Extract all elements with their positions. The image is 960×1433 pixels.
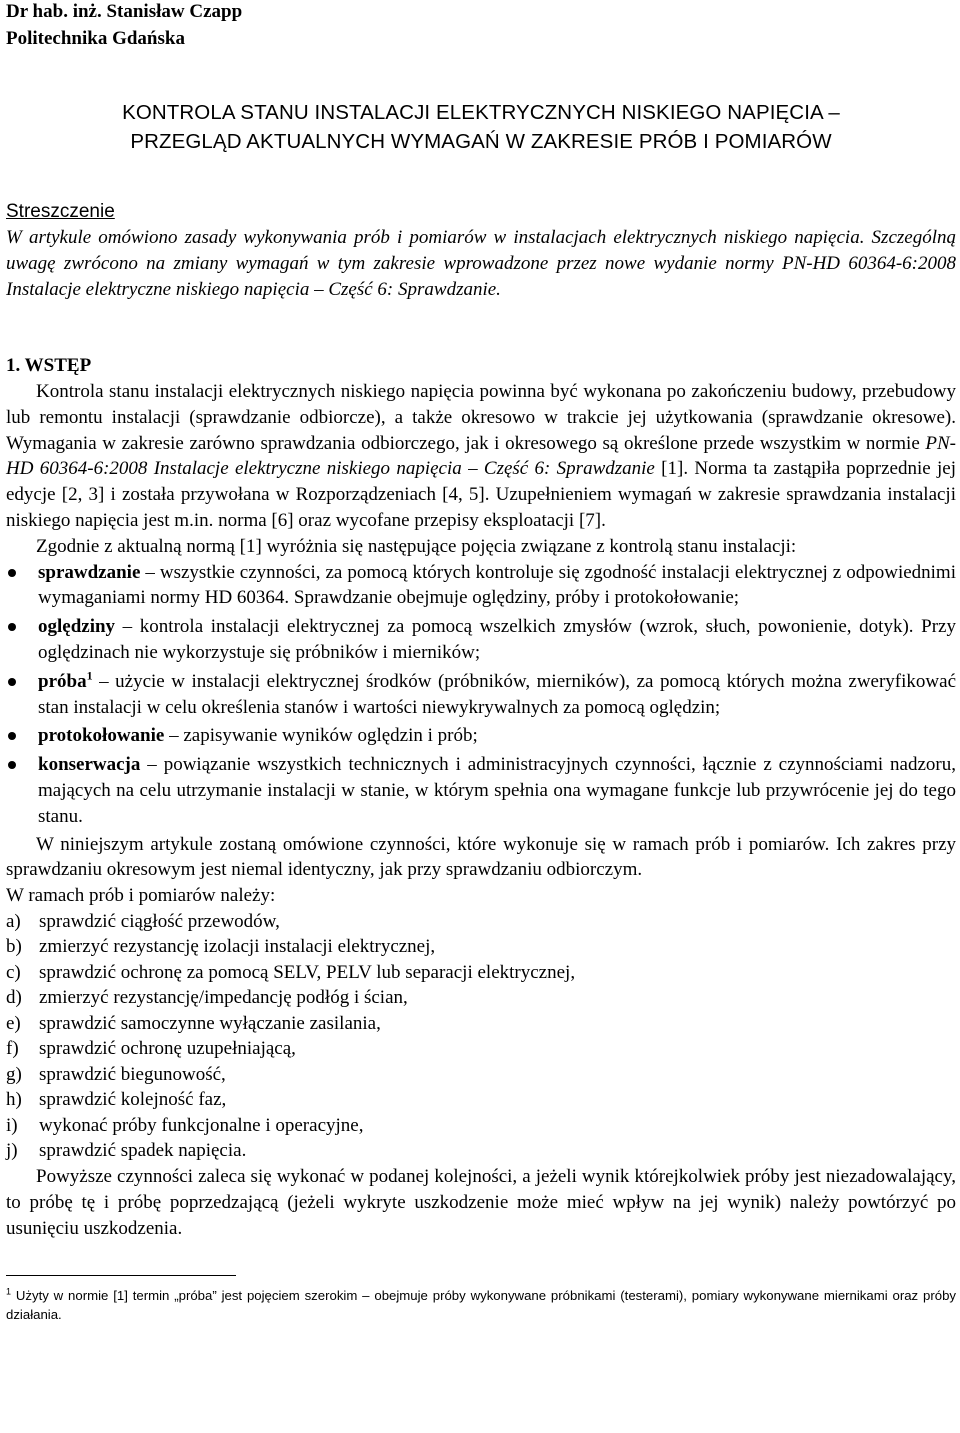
list-text: sprawdzić spadek napięcia. <box>39 1140 247 1162</box>
scope-paragraph: W niniejszym artykule zostaną omówione czynności, które wykonuje się w ramach prób i pomiarów. Ich zakres przy sprawdzaniu okresowym jest niemal identyczny, jak przy sprawdzaniu odbiorczym. <box>6 833 956 881</box>
intro-paragraph <box>6 379 956 534</box>
author-affiliation: Politechnika Gdańska <box>6 28 185 49</box>
list-text: sprawdzić ciągłość przewodów, <box>39 910 280 932</box>
list-item <box>6 1138 956 1164</box>
definition-term: próba <box>38 670 87 692</box>
list-item <box>6 960 956 986</box>
list-label: h) <box>6 1089 22 1111</box>
list-label: j) <box>6 1140 18 1162</box>
abstract-heading: Streszczenie <box>6 201 115 222</box>
definitions-intro: Zgodnie z aktualną normą [1] wyróżnia się następujące pojęcia związane z kontrolą stanu instalacji: <box>36 535 797 557</box>
author-name: Dr hab. inż. Stanisław Czapp <box>6 1 243 22</box>
tests-list <box>6 909 956 1164</box>
definition-item <box>6 669 956 721</box>
document-page <box>6 0 956 1324</box>
bullet-icon <box>8 732 16 740</box>
list-text: sprawdzić ochronę za pomocą SELV, PELV lub separacji elektrycznej, <box>39 961 576 983</box>
list-item <box>6 1062 956 1088</box>
list-item <box>6 1087 956 1113</box>
section-heading: 1. WSTĘP <box>6 355 92 376</box>
footnote <box>6 1286 956 1324</box>
footnote-mark: 1 <box>6 1286 12 1297</box>
list-label: i) <box>6 1114 18 1136</box>
definition-item <box>6 752 956 829</box>
list-item <box>6 1036 956 1062</box>
definition-desc: – zapisywanie wyników oględzin i prób; <box>164 725 478 747</box>
list-text: zmierzyć rezystancję/impedancję podłóg i ścian, <box>39 987 408 1009</box>
definitions-list <box>6 560 956 830</box>
abstract-text: W artykule omówiono zasady wykonywania prób i pomiarów w instalacjach elektrycznych niskiego napięcia. Szczególną uwagę zwrócono na zmiany wymagań w tym zakresie wprowadzone przez nowe wydanie normy PN-HD 60364-6:2008 Instalacje elektryczne niskiego napięcia – Część 6: Sprawdzanie. <box>6 227 956 300</box>
intro-text-b: [1]. Norma ta zastąpiła poprzednie jej edycje [2, 3] i została przywołana w Rozporządzeniach [4, 5]. Uzupełnieniem wymagań w zakresie sprawdzania instalacji niskiego napięcia jest m.in. norma [6] oraz wycofane przepisy eksploatacji [7]. <box>6 458 956 531</box>
footnote-text: Użyty w normie [1] termin „próba” jest pojęciem szerokim – obejmuje próby wykonywane próbnikami (testerami), pomiary wykonywane miernikami oraz próby działania. <box>6 1288 956 1323</box>
list-item <box>6 1011 956 1037</box>
definition-desc: – kontrola instalacji elektrycznej za pomocą wszelkich zmysłów (wzrok, słuch, powonienie, dotyk). Przy oględzinach nie wykorzystuje się próbników i mierników; <box>38 616 956 663</box>
bullet-icon <box>8 569 16 577</box>
list-label: e) <box>6 1012 21 1034</box>
list-item <box>6 934 956 960</box>
list-item <box>6 909 956 935</box>
definition-term: oględziny <box>38 616 116 638</box>
definition-item <box>6 560 956 612</box>
definition-desc: – użycie w instalacji elektrycznej środków (próbników, mierników), za pomocą których można zweryfikować stan instalacji w celu określenia stanów i wartości niewykrywalnych za pomocą oględzin; <box>38 670 956 718</box>
definition-desc: – wszystkie czynności, za pomocą których kontroluje się zgodność instalacji elektrycznej z odpowiednimi wymaganiami normy HD 60364. Sprawdzanie obejmuje oględziny, próby i protokołowanie; <box>38 561 956 609</box>
list-text: sprawdzić biegunowość, <box>39 1063 226 1085</box>
list-text: sprawdzić ochronę uzupełniającą, <box>39 1038 296 1060</box>
article-title <box>6 98 956 156</box>
footnote-ref: 1 <box>86 668 93 683</box>
list-label: c) <box>6 961 21 983</box>
list-label: a) <box>6 910 21 932</box>
list-text: zmierzyć rezystancję izolacji instalacji elektrycznej, <box>39 936 436 958</box>
footnote-divider <box>6 1275 236 1276</box>
tests-intro: W ramach prób i pomiarów należy: <box>6 885 276 907</box>
definition-item <box>6 614 956 666</box>
definition-desc: – powiązanie wszystkich technicznych i administracyjnych czynności, łącznie z czynnościami nadzoru, mających na celu utrzymanie instalacji w stanie, w którym spełnia ona wymagane funkcje lub przywrócenie jej do tego stanu. <box>38 754 956 827</box>
definition-term: protokołowanie <box>38 725 165 747</box>
list-label: b) <box>6 936 22 958</box>
bullet-icon <box>8 761 16 769</box>
definition-term: konserwacja <box>38 754 141 776</box>
title-line-2: PRZEGLĄD AKTUALNYCH WYMAGAŃ W ZAKRESIE PRÓB I POMIARÓW <box>130 130 832 153</box>
title-line-1: KONTROLA STANU INSTALACJI ELEKTRYCZNYCH NISKIEGO NAPIĘCIA – <box>122 101 840 124</box>
definition-term: sprawdzanie <box>38 561 141 583</box>
standard-title: PN-HD 60364-6:2008 Instalacje elektryczne niskiego napięcia – Część 6: Sprawdzanie <box>6 432 956 480</box>
list-text: sprawdzić samoczynne wyłączanie zasilania, <box>39 1012 381 1034</box>
bullet-icon <box>8 678 16 686</box>
intro-text-a: Kontrola stanu instalacji elektrycznych niskiego napięcia powinna być wykonana po zakończeniu budowy, przebudowy lub remontu instalacji (sprawdzanie odbiorcze), a także okresowo w trakcie jej użytkowania (sprawdzanie okresowe). Wymagania w zakresie zarówno sprawdzania odbiorczego, jak i okresowego są określone przede wszystkim w normie <box>6 381 956 454</box>
list-label: g) <box>6 1063 22 1085</box>
list-text: wykonać próby funkcjonalne i operacyjne, <box>39 1114 364 1136</box>
list-label: d) <box>6 987 22 1009</box>
bullet-icon <box>8 623 16 631</box>
list-item <box>6 1113 956 1139</box>
author-block <box>6 0 956 54</box>
list-label: f) <box>6 1038 19 1060</box>
definition-item <box>6 723 956 749</box>
list-text: sprawdzić kolejność faz, <box>39 1089 227 1111</box>
list-item <box>6 985 956 1011</box>
order-paragraph: Powyższe czynności zaleca się wykonać w podanej kolejności, a jeżeli wynik którejkolwiek próby jest niezadowalający, to próbę tę i próbę poprzedzającą (jeżeli wykryte uszkodzenie może mieć wpływ na jej wynik) należy powtórzyć po usunięciu uszkodzenia. <box>6 1165 956 1239</box>
